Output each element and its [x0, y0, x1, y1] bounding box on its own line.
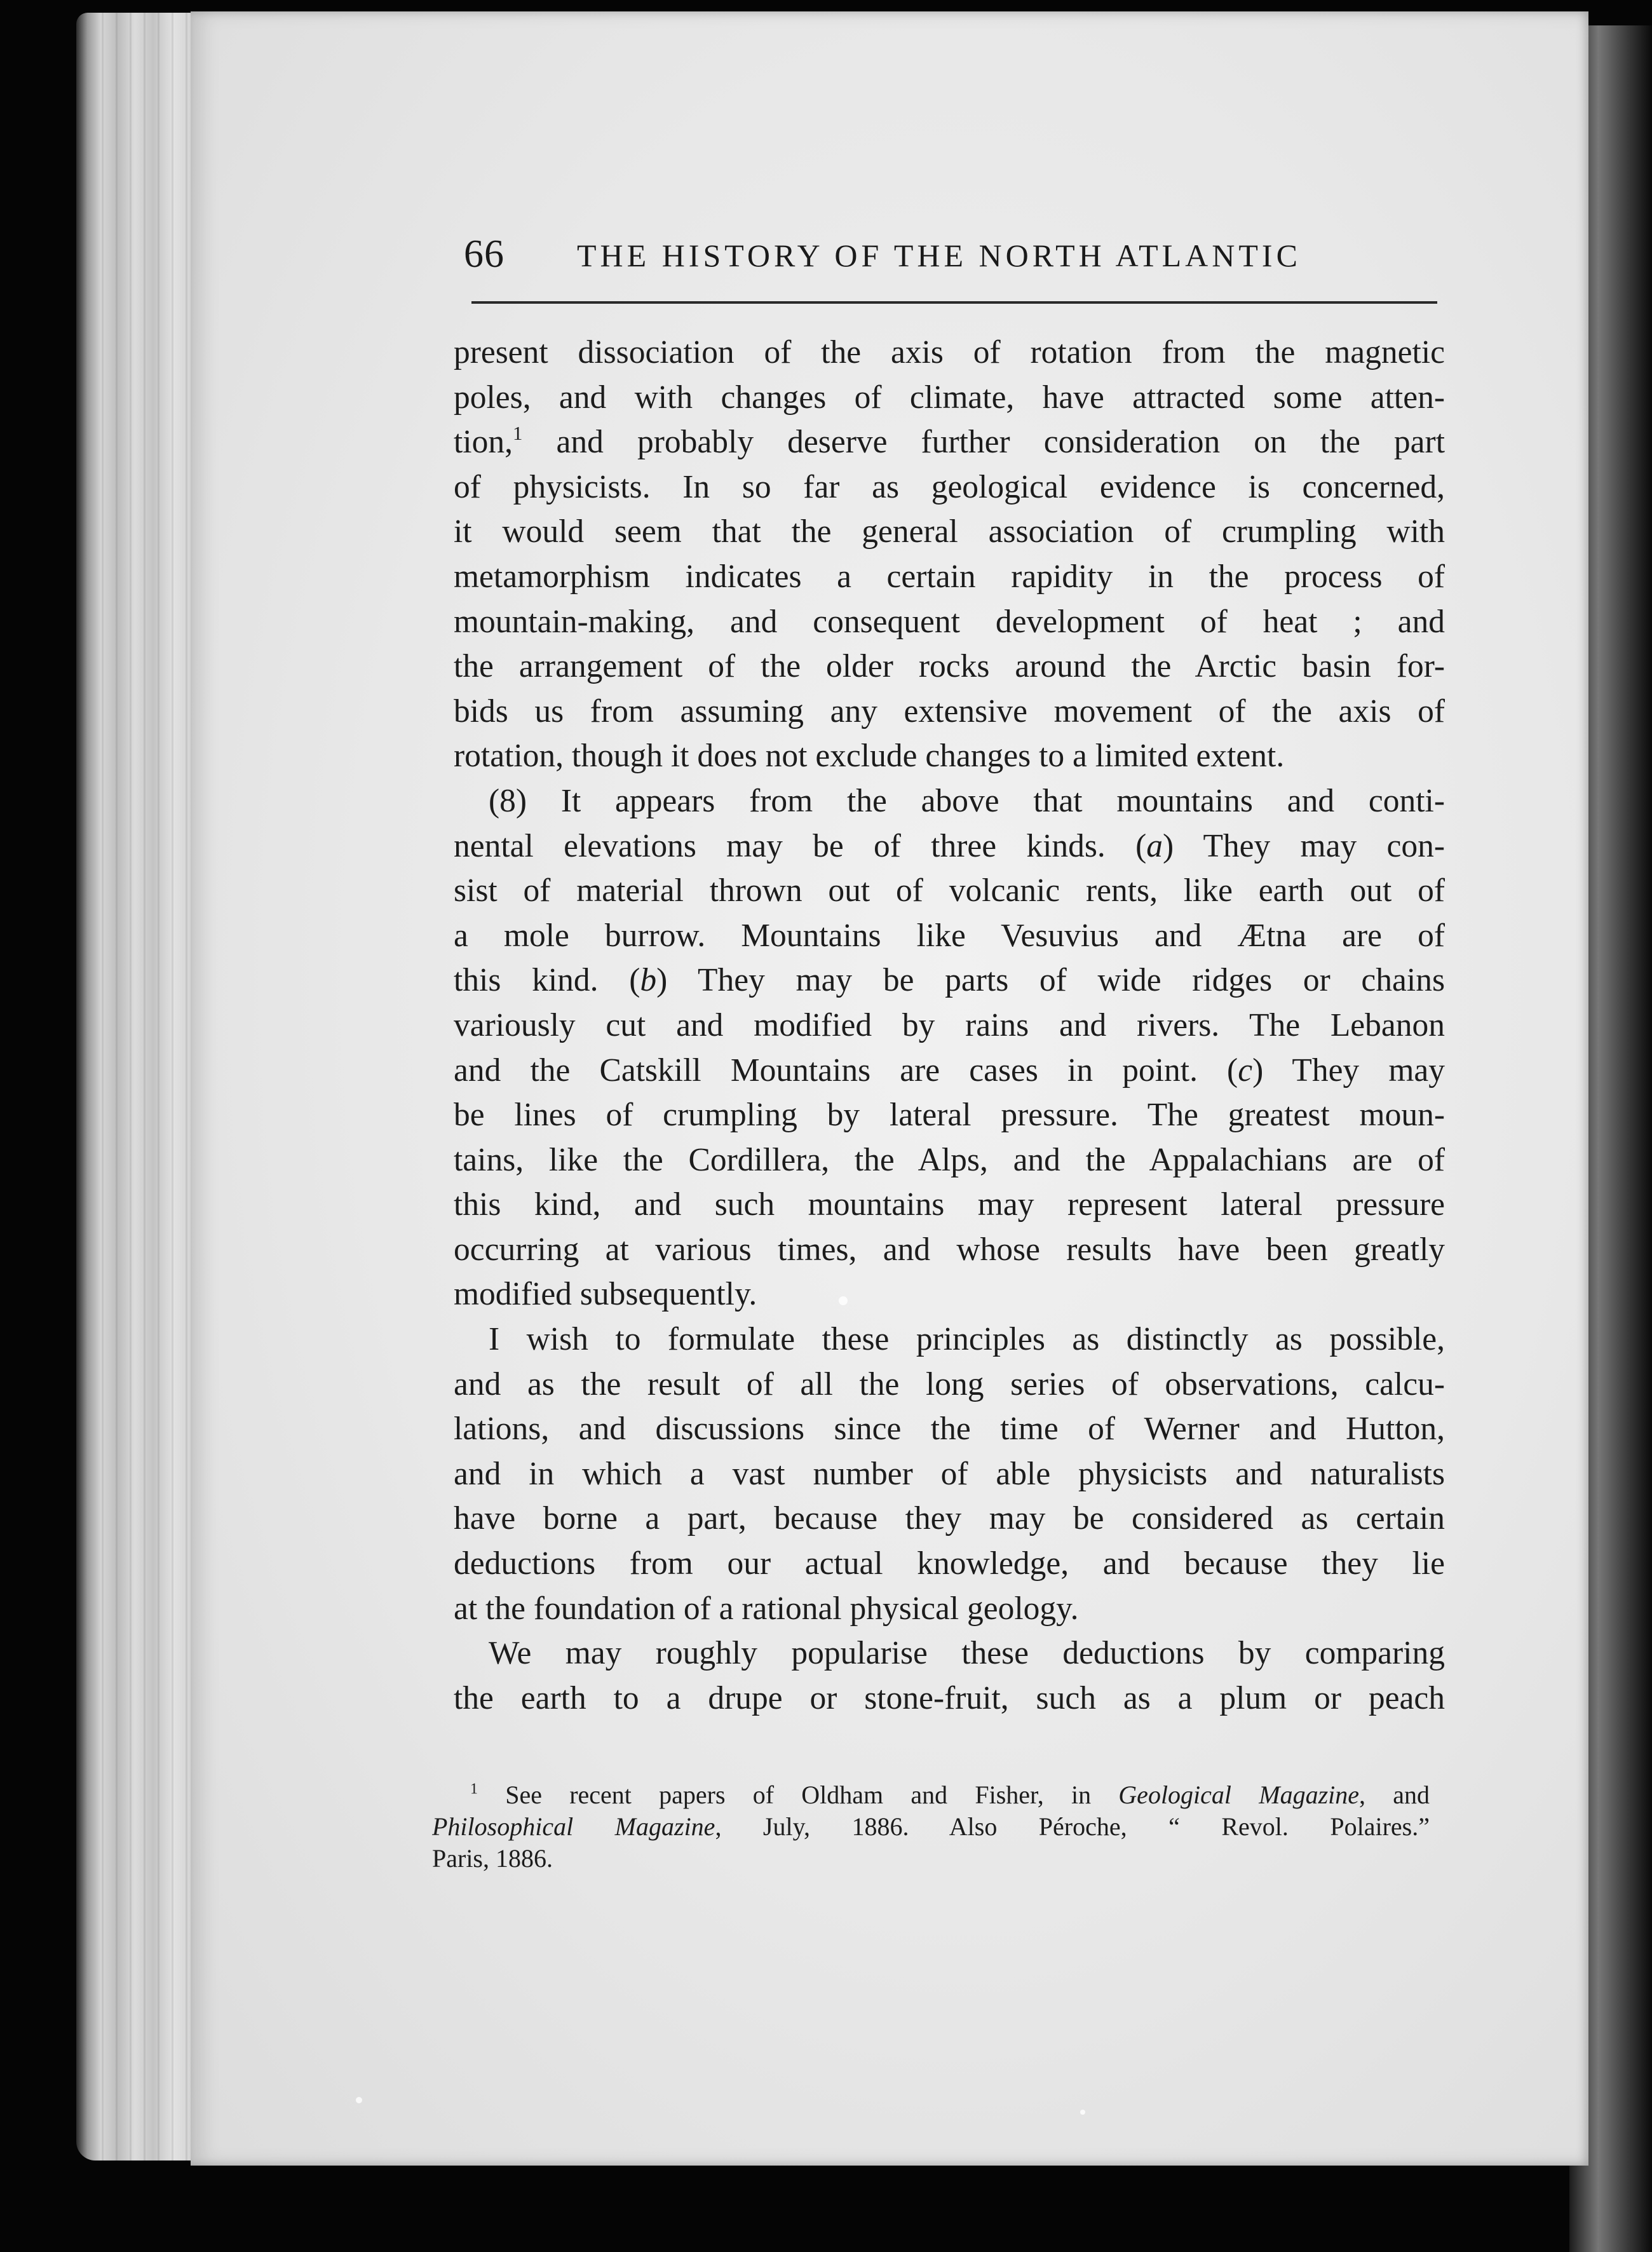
text-line: tion,$^1$ and probably deserve further consideration on the part — [454, 422, 1445, 461]
footnote-line: Paris, 1886. — [432, 1844, 553, 1873]
text-line: I wish to formulate these principles as distinctly as possible, — [489, 1321, 1445, 1358]
header-rule — [471, 301, 1437, 304]
text-line: (8) It appears from the above that mountains and conti- — [489, 782, 1445, 819]
text-line: poles, and with changes of climate, have attracted some atten- — [454, 379, 1445, 416]
text-line: present dissociation of the axis of rotation from the magnetic — [454, 334, 1445, 370]
text-line: tains, like the Cordillera, the Alps, and the Appalachians are of — [454, 1141, 1445, 1178]
text-line: the earth to a drupe or stone-fruit, such as a plum or peach — [454, 1679, 1445, 1716]
text-line: mountain-making, and consequent development of heat ; and — [454, 603, 1445, 640]
footnote-line: Philosophical Magazine, July, 1886. Also Péroche, “ Revol. Polaires.” — [432, 1812, 1430, 1841]
text-line: it would seem that the general association of crumpling with — [454, 513, 1445, 550]
text-line: be lines of crumpling by lateral pressure. The greatest moun- — [454, 1097, 1445, 1134]
text-line: a mole burrow. Mountains like Vesuvius and Ætna are of — [454, 917, 1445, 954]
dust-speck — [839, 1296, 848, 1305]
dust-speck — [1080, 2110, 1085, 2115]
text-line: of physicists. In so far as geological evidence is concerned, — [454, 468, 1445, 505]
footnote-line: $^1$ See recent papers of Oldham and Fisher, in Geological Magazine, and — [470, 1781, 1430, 1809]
text-line: occurring at various times, and whose results have been greatly — [454, 1231, 1445, 1268]
text-line: rotation, though it does not exclude changes to a limited extent. — [454, 738, 1285, 775]
text-line: sist of material thrown out of volcanic rents, like earth out of — [454, 872, 1445, 909]
body-text — [454, 330, 1445, 1721]
page-header — [464, 232, 1455, 276]
text-line: deductions from our actual knowledge, and because they lie — [454, 1545, 1445, 1582]
text-line: the arrangement of the older rocks around the Arctic basin for- — [454, 648, 1445, 685]
text-line: bids us from assuming any extensive movement of the axis of — [454, 693, 1445, 729]
text-line: at the foundation of a rational physical geology. — [454, 1590, 1079, 1627]
page-number: 66 — [464, 233, 504, 276]
text-line: nental elevations may be of three kinds. (a) They may con- — [454, 827, 1445, 864]
text-line: lations, and discussions since the time of Werner and Hutton, — [454, 1411, 1445, 1448]
text-line: modified subsequently. — [454, 1276, 757, 1313]
text-line: and as the result of all the long series of observations, calcu- — [454, 1366, 1445, 1402]
text-line: We may roughly popularise these deductions by comparing — [489, 1635, 1445, 1672]
dust-speck — [356, 2097, 362, 2103]
text-line: and in which a vast number of able physicists and naturalists — [454, 1455, 1445, 1492]
running-head: THE HISTORY OF THE NORTH ATLANTIC — [577, 238, 1301, 273]
text-line: have borne a part, because they may be considered as certain — [454, 1500, 1445, 1537]
text-line: this kind. (b) They may be parts of wide ridges or chains — [454, 962, 1445, 999]
text-line: and the Catskill Mountains are cases in point. (c) They may — [454, 1052, 1445, 1089]
text-line: metamorphism indicates a certain rapidity in the process of — [454, 558, 1445, 595]
footnote — [432, 1779, 1430, 1875]
text-line: this kind, and such mountains may represent lateral pressure — [454, 1186, 1445, 1223]
text-line: variously cut and modified by rains and rivers. The Lebanon — [454, 1007, 1445, 1043]
